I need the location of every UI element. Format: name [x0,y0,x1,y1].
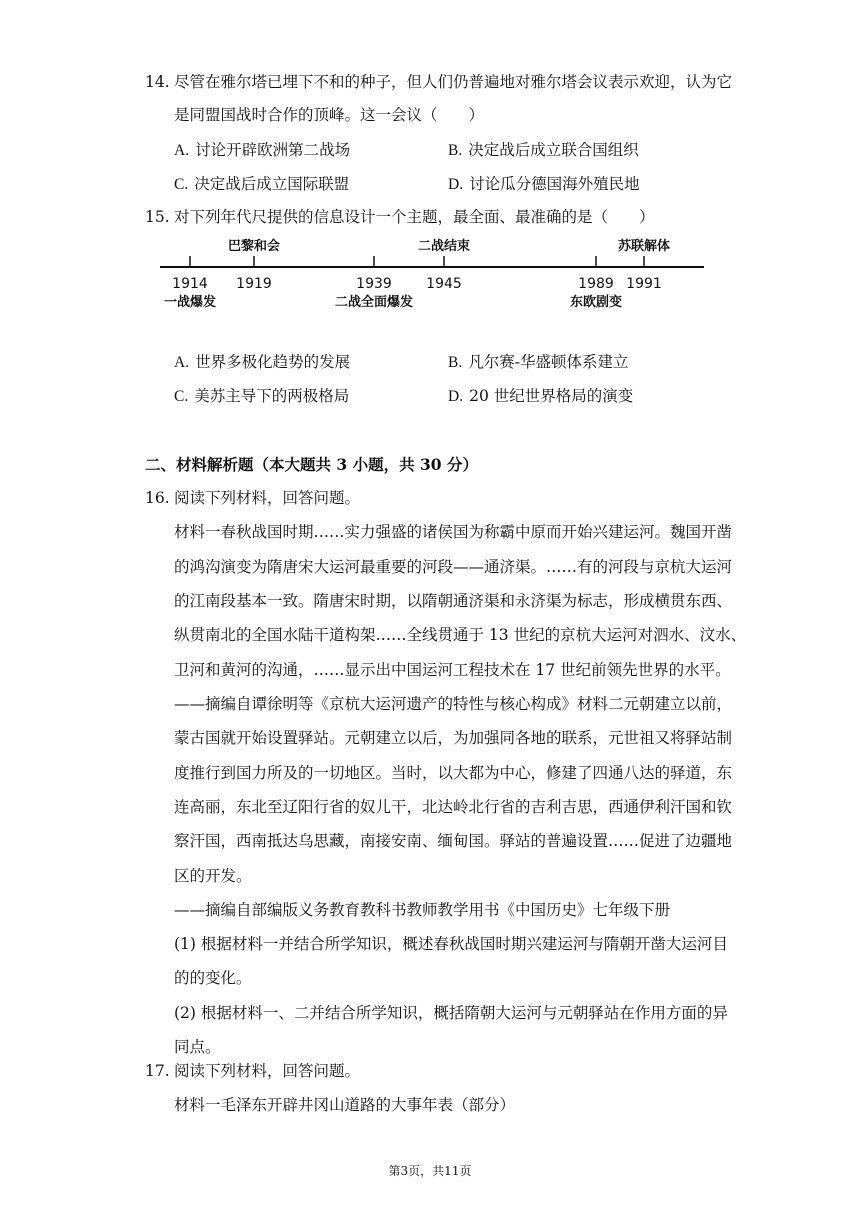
timeline-year-1939: 1939 [356,276,392,292]
question-16-line-11: 区的开发。 [174,867,252,885]
timeline-year-1991: 1991 [626,276,662,292]
question-17-stem: 阅读下列材料，回答问题。 [174,1062,361,1080]
question-16-line-12: ——摘编自部编版义务教育教科书教师教学用书《中国历史》七年级下册 [174,901,671,919]
q14-option-a[interactable]: A. 讨论开辟欧洲第二战场 [174,141,351,159]
question-16-stem: 阅读下列材料，回答问题。 [174,489,361,507]
q15-option-c[interactable]: C. 美苏主导下的两极格局 [174,387,350,405]
question-16-line-7: 蒙古国就开始设置驿站。元朝建立以后，为加强同各地的联系，元世祖又将驿站制 [174,729,733,747]
question-16-number: 16. [145,489,170,507]
question-16-line-9: 连高丽，东北至辽阳行省的奴儿干，北达岭北行省的吉利吉思，西通伊利汗国和钦 [174,798,733,816]
section-title: 二、材料解析题（本大题共 3 小题，共 30 分） [145,455,478,474]
question-17-number: 17. [145,1062,170,1080]
timeline-year-1914: 1914 [172,276,208,292]
question-16-line-13: (1) 根据材料一并结合所学知识，概述春秋战国时期兴建运河与隋朝开凿大运河目 [174,935,728,953]
timeline-event-1945: 二战结束 [417,239,471,254]
question-16-line-15: (2) 根据材料一、二并结合所学知识，概括隋朝大运河与元朝驿站在作用方面的异 [174,1004,728,1022]
q15-option-a[interactable]: A. 世界多极化趋势的发展 [174,353,351,371]
question-16-line-3: 的江南段基本一致。隋唐宋时期，以隋朝通济渠和永济渠为标志，形成横贯东西、 [174,592,733,610]
question-16-line-5: 卫河和黄河的沟通，……显示出中国运河工程技术在 17 世纪前领先世界的水平。 [174,661,731,679]
question-16-line-14: 的的变化。 [174,969,252,987]
timeline-event-1939: 二战全面爆发 [334,295,414,310]
question-15-number: 15. [145,208,170,226]
q14-option-b[interactable]: B. 决定战后成立联合国组织 [448,141,639,159]
question-16-line-1: 材料一春秋战国时期……实力强盛的诸侯国为称霸中原而开始兴建运河。魏国开凿 [174,523,733,541]
page-footer: 第3页，共11页 [388,1164,472,1178]
q14-option-c[interactable]: C. 决定战后成立国际联盟 [174,175,350,193]
question-16-line-8: 度推行到国力所及的一切地区。当时，以大都为中心，修建了四通八达的驿道，东 [174,764,733,782]
question-16-line-2: 的鸿沟演变为隋唐宋大运河最重要的河段——通济渠。……有的河段与京杭大运河 [174,558,733,576]
timeline-event-1991: 苏联解体 [617,239,671,254]
timeline-year-1989: 1989 [578,276,614,292]
question-16-line-4: 纵贯南北的全国水陆干道构架……全线贯通于 13 世纪的京杭大运河对泗水、汶水、 [174,626,747,644]
question-14-line-2: 是同盟国战时合作的顶峰。这一会议（ ） [174,106,485,124]
timeline-event-1914: 一战爆发 [163,295,217,310]
timeline-event-1989: 东欧剧变 [569,295,623,310]
question-16-line-10: 察汗国，西南抵达乌思藏，南接安南、缅甸国。驿站的普遍设置……促进了边疆地 [174,832,733,850]
question-17-line-1: 材料一毛泽东开辟井冈山道路的大事年表（部分） [174,1096,516,1114]
question-14-line-1: 尽管在雅尔塔已埋下不和的种子，但人们仍普遍地对雅尔塔会议表示欢迎，认为它 [174,73,733,91]
question-14-number: 14. [145,73,170,91]
question-16-line-6: ——摘编自谭徐明等《京杭大运河遗产的特性与核心构成》材料二元朝建立以前， [174,695,733,713]
timeline-event-1919: 巴黎和会 [227,239,281,254]
timeline-year-1919: 1919 [236,276,272,292]
timeline-chart [158,232,708,318]
q14-option-d[interactable]: D. 讨论瓜分德国海外殖民地 [448,175,640,193]
q15-option-b[interactable]: B. 凡尔赛-华盛顿体系建立 [448,353,629,371]
timeline-year-1945: 1945 [426,276,462,292]
q15-option-d[interactable]: D. 20 世纪世界格局的演变 [448,387,634,405]
question-15-stem: 对下列年代尺提供的信息设计一个主题，最全面、最准确的是（ ） [174,208,655,226]
question-16-line-16: 同点。 [174,1038,221,1056]
